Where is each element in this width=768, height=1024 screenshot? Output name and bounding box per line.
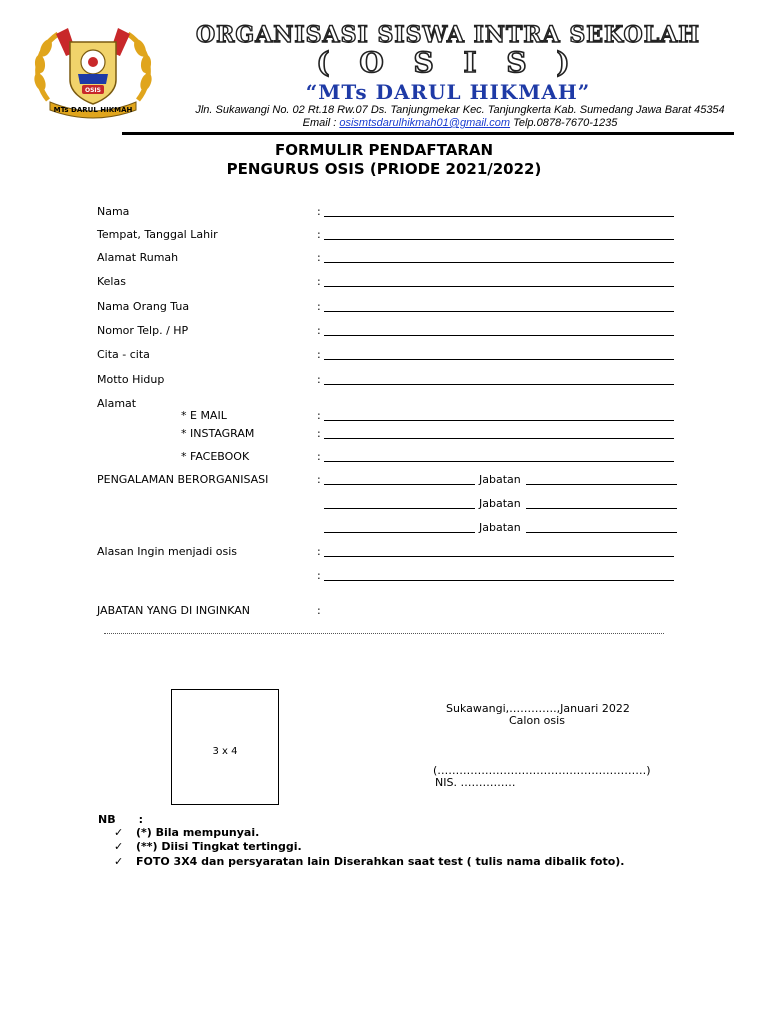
email-label: Email : (302, 117, 337, 129)
photo-label: 3 x 4 (212, 746, 238, 757)
colon: : (317, 205, 321, 218)
form-title-line2: PENGURUS OSIS (PRIODE 2021/2022) (226, 160, 542, 178)
colon: : (317, 545, 321, 558)
field-kelas[interactable] (324, 286, 674, 287)
field-ttl[interactable] (324, 239, 674, 240)
field-alasan-2[interactable] (324, 580, 674, 581)
phone-text: Telp.0878-7670-1235 (513, 117, 618, 129)
label-ttl: Tempat, Tanggal Lahir (97, 228, 218, 241)
label-pengalaman: PENGALAMAN BERORGANISASI (97, 473, 269, 486)
signature-nis: NIS. …………… (435, 776, 516, 789)
note-item: (**) Diisi Tingkat tertinggi. (136, 840, 302, 853)
label-jabatan-1: Jabatan (479, 473, 521, 486)
label-orang-tua: Nama Orang Tua (97, 300, 190, 313)
check-icon: ✓ (114, 855, 124, 868)
label-alamat-rumah: Alamat Rumah (97, 251, 179, 264)
field-organisasi-3[interactable] (324, 532, 475, 533)
field-cita[interactable] (324, 359, 674, 360)
field-jabatan-2[interactable] (526, 508, 677, 509)
osis-title: ( O S I S ) (316, 46, 580, 79)
field-instagram[interactable] (324, 438, 674, 439)
osis-logo (28, 22, 158, 122)
field-orang-tua[interactable] (324, 311, 674, 312)
colon: : (317, 275, 321, 288)
school-name: “MTs DARUL HIKMAH” (305, 80, 591, 104)
colon: : (317, 251, 321, 264)
check-icon: ✓ (114, 826, 124, 839)
label-telp: Nomor Telp. / HP (97, 324, 189, 337)
colon: : (317, 228, 321, 241)
colon: : (317, 450, 321, 463)
field-alamat-rumah[interactable] (324, 262, 674, 263)
field-jabatan-3[interactable] (526, 532, 677, 533)
field-alasan-1[interactable] (324, 556, 674, 557)
colon: : (317, 427, 321, 440)
field-organisasi-1[interactable] (324, 484, 475, 485)
field-email[interactable] (324, 420, 674, 421)
org-name: ORGANISASI SISWA INTRA SEKOLAH (195, 22, 701, 48)
form-title-line1: FORMULIR PENDAFTARAN (274, 141, 494, 159)
colon: : (317, 604, 321, 617)
note-item: FOTO 3X4 dan persyaratan lain Diserahkan saat test ( tulis nama dibalik foto). (136, 855, 625, 868)
school-address: Jln. Sukawangi No. 02 Rt.18 Rw.07 Ds. Tanjungmekar Kec. Tanjungkerta Kab. Sumedang Jawa Barat 45354 (195, 104, 725, 116)
notes-title: NB : (98, 813, 143, 826)
contact-line (175, 117, 745, 129)
field-telp[interactable] (324, 335, 674, 336)
label-jabatan-2: Jabatan (479, 497, 521, 510)
label-nama: Nama (97, 205, 130, 218)
colon: : (317, 324, 321, 337)
colon: : (317, 300, 321, 313)
field-jabatan-diinginkan[interactable] (104, 633, 664, 634)
label-jabatan-3: Jabatan (479, 521, 521, 534)
field-motto[interactable] (324, 384, 674, 385)
field-jabatan-1[interactable] (526, 484, 677, 485)
label-jabatan-diinginkan: JABATAN YANG DI INGINKAN (97, 604, 251, 617)
logo-badge-text: OSIS (85, 87, 101, 94)
label-kelas: Kelas (97, 275, 126, 288)
signature-role: Calon osis (509, 714, 565, 727)
colon: : (317, 373, 321, 386)
logo-ring-text: MTs DARUL HIKMAH (53, 106, 133, 114)
signature-place-date: Sukawangi,………….,Januari 2022 (446, 702, 630, 715)
label-cita: Cita - cita (97, 348, 150, 361)
label-facebook: * FACEBOOK (181, 450, 250, 463)
field-facebook[interactable] (324, 461, 674, 462)
email-link[interactable]: osismtsdarulhikmah01@gmail.com (339, 117, 511, 129)
note-item: (*) Bila mempunyai. (136, 826, 260, 839)
label-alamat: Alamat (97, 397, 137, 410)
colon: : (317, 409, 321, 422)
check-icon: ✓ (114, 840, 124, 853)
colon: : (317, 473, 321, 486)
field-organisasi-2[interactable] (324, 508, 475, 509)
label-motto: Motto Hidup (97, 373, 165, 386)
colon: : (317, 348, 321, 361)
signature-name: (…………………………………………………) (433, 764, 651, 777)
label-alasan: Alasan Ingin menjadi osis (97, 545, 238, 558)
colon: : (317, 569, 321, 582)
label-instagram: * INSTAGRAM (181, 427, 255, 440)
label-email: * E MAIL (181, 409, 227, 422)
header-divider (122, 132, 734, 135)
field-nama[interactable] (324, 216, 674, 217)
